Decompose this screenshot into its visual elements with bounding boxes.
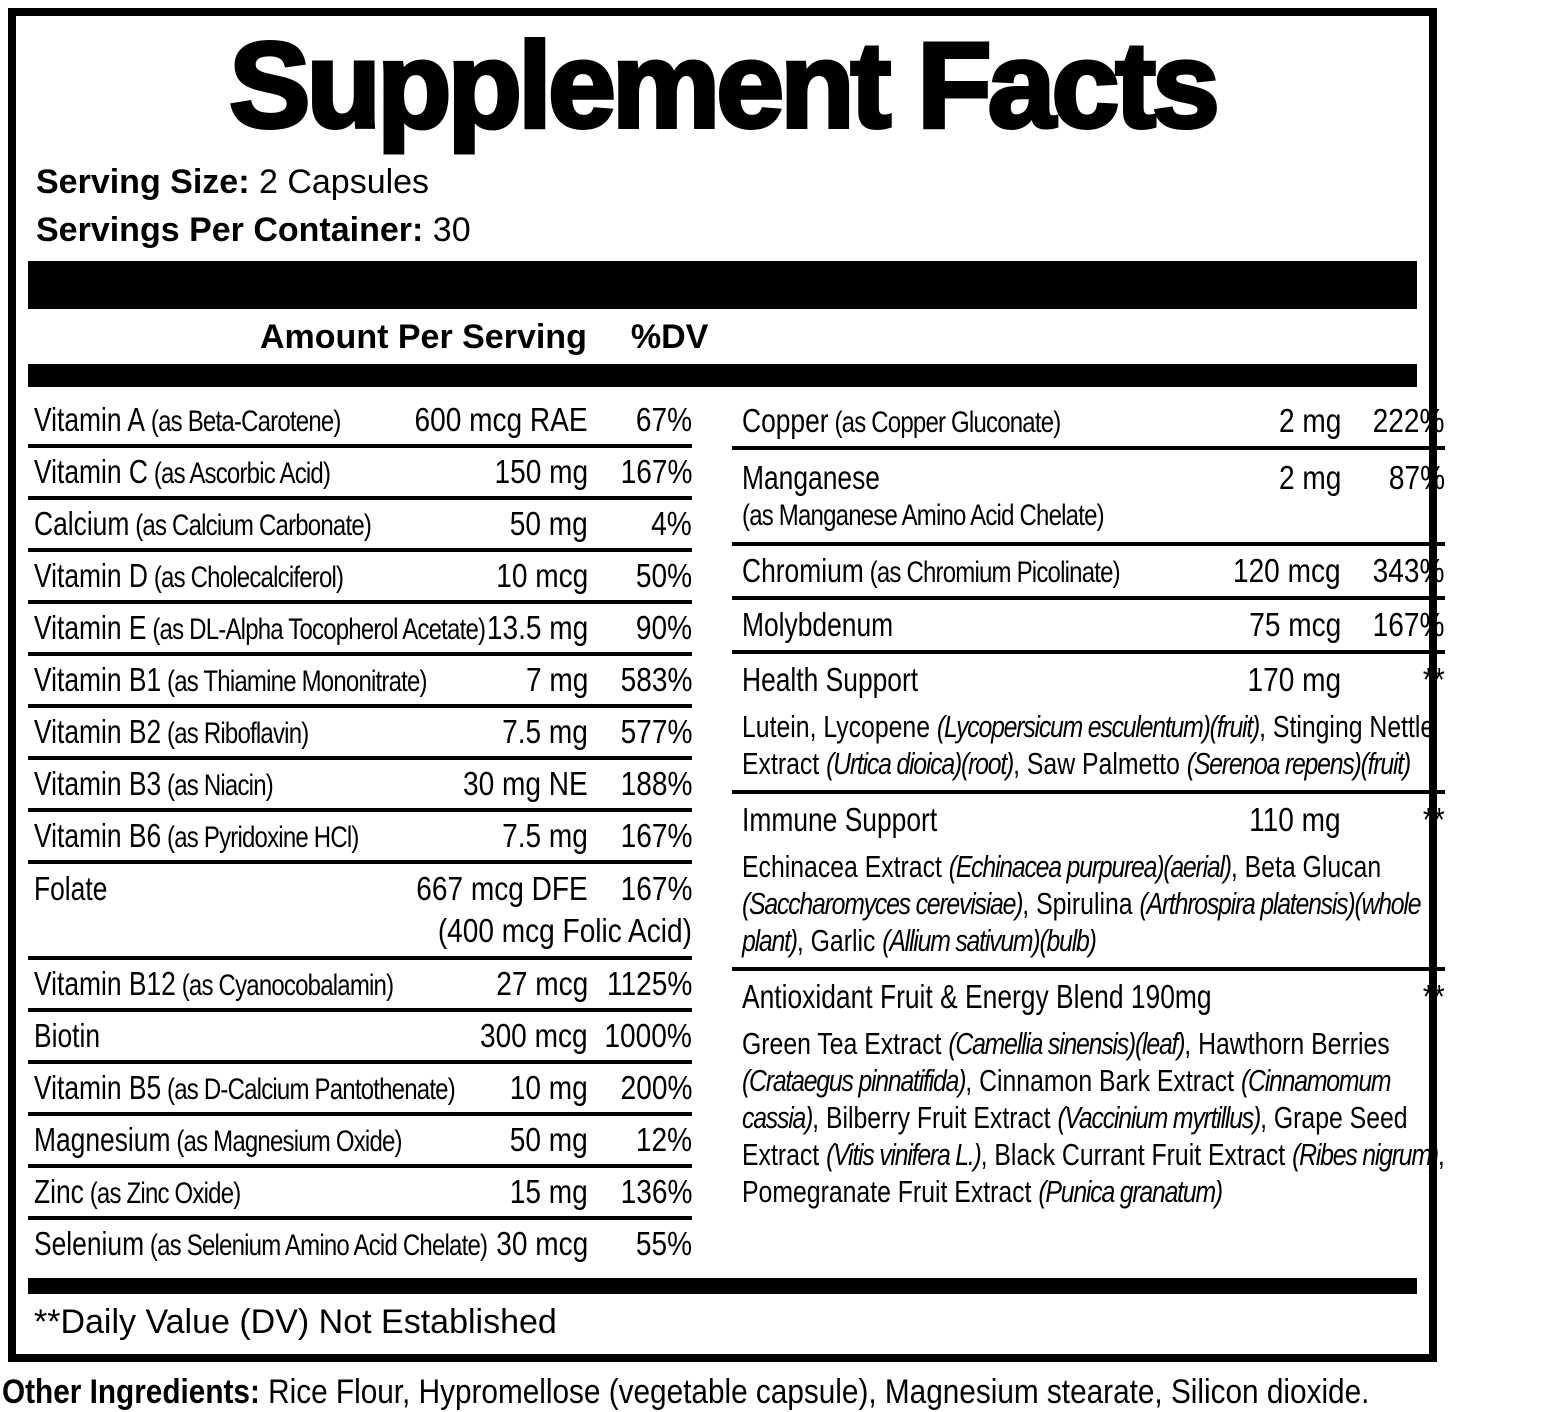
nutrient-name <box>742 459 1268 497</box>
nutrient-form: (as DL-Alpha Tocopherol Acetate) <box>146 612 486 646</box>
nutrient-dv <box>588 1121 692 1159</box>
nutrient-form: (as Magnesium Oxide) <box>170 1124 402 1158</box>
row-line-2 <box>34 912 692 950</box>
nutrient-amount-text: 75 mcg <box>1248 605 1341 643</box>
nutrient-name <box>742 801 1233 839</box>
nutrient-name <box>34 401 384 439</box>
nutrient-dv-text: ** <box>1423 660 1445 698</box>
nutrient-amount-text: 600 mcg RAE <box>414 400 588 438</box>
nutrient-amount <box>496 505 588 543</box>
label-border-box <box>8 8 1445 1362</box>
nutrient-dv-text: 577% <box>620 712 692 750</box>
nutrient-name-text: Folate <box>34 869 108 907</box>
nutrient-name-text: Selenium (as Selenium Amino Acid Chelate) <box>34 1224 488 1262</box>
latin-name-text: (Cinnamomum cassia) <box>742 1062 1391 1135</box>
nutrient-name <box>34 1121 496 1159</box>
nutrient-name <box>34 505 496 543</box>
latin-name-text: (Lycopersicum esculentum)(fruit) <box>936 708 1260 744</box>
nutrient-dv <box>588 1173 692 1211</box>
ingredient-text: , Spirulina <box>1022 885 1140 921</box>
nutrient-amount <box>384 401 588 439</box>
nutrient-name-text: Calcium (as Calcium Carbonate) <box>34 504 372 542</box>
nutrient-amount-text: 667 mcg DFE <box>416 869 588 907</box>
latin-name-text: (Crataegus pinnatifida) <box>742 1062 966 1098</box>
nutrient-dv <box>588 1069 692 1107</box>
nutrient-dv-text: 188% <box>620 764 692 802</box>
table-row <box>28 1064 692 1116</box>
nutrient-dv <box>588 609 692 647</box>
blend-header <box>742 971 1445 1023</box>
ingredient-text: , Saw Palmetto <box>1013 745 1187 781</box>
nutrient-name-text: Vitamin B12 (as Cyanocobalamin) <box>34 964 394 1002</box>
nutrient-amount-text: 10 mcg <box>496 556 588 594</box>
nutrient-dv <box>588 1017 692 1055</box>
nutrient-dv-text: 222% <box>1373 401 1445 439</box>
ingredient-text: , Cinnamon Bark Extract <box>965 1062 1241 1098</box>
latin-name-text: (Saccharomyces cerevisiae) <box>742 885 1023 921</box>
nutrient-name-text: Biotin <box>34 1016 101 1054</box>
nutrient-dv-text: 87% <box>1388 458 1445 496</box>
nutrient-name-text: Vitamin E (as DL-Alpha Tocopherol Acetate) <box>34 608 486 646</box>
nutrient-form-secondary: (as Manganese Amino Acid Chelate) <box>742 498 1104 532</box>
nutrient-name <box>34 765 441 803</box>
supplement-facts-label <box>0 8 1445 1411</box>
page-title: Supplement Facts <box>229 17 1216 153</box>
nutrient-form: (as Chromium Picolinate) <box>863 555 1120 589</box>
nutrient-name <box>742 661 1231 699</box>
nutrient-name-text: Vitamin B1 (as Thiamine Mononitrate) <box>34 660 427 698</box>
nutrient-dv-text: 50% <box>635 556 692 594</box>
nutrient-name-text: Magnesium (as Magnesium Oxide) <box>34 1120 402 1158</box>
nutrient-form: (as Beta-Carotene) <box>145 404 341 438</box>
nutrient-dv-text: 167% <box>620 816 692 854</box>
nutrient-dv <box>1341 402 1445 440</box>
ingredient-text: , Pomegranate Fruit Extract <box>742 1136 1445 1209</box>
nutrient-name-text: Copper (as Copper Gluconate) <box>742 401 1061 439</box>
blend-row <box>732 794 1445 971</box>
row-line-1 <box>34 870 692 908</box>
nutrient-dv-text: ** <box>1423 800 1445 838</box>
nutrient-amount <box>469 609 588 647</box>
nutrient-dv-text: 55% <box>635 1224 692 1262</box>
nutrient-dv-text: 90% <box>635 608 692 646</box>
table-row <box>732 396 1445 450</box>
nutrient-amount-text: 50 mg <box>510 504 588 542</box>
latin-name-text: (Camellia sinensis)(leaf) <box>948 1025 1185 1061</box>
nutrient-name <box>742 552 1214 590</box>
left-column <box>28 396 692 1268</box>
nutrient-name <box>34 453 478 491</box>
ingredient-text: Echinacea Extract <box>742 848 949 884</box>
percent-dv-header: %DV <box>630 317 709 356</box>
nutrient-amount-text: 7 mg <box>525 660 588 698</box>
nutrient-name-text: Chromium (as Chromium Picolinate) <box>742 551 1120 589</box>
nutrient-form: (as Copper Gluconate) <box>828 405 1061 439</box>
nutrient-amount-text: 2 mg <box>1278 458 1341 496</box>
nutrient-dv <box>588 965 692 1003</box>
nutrient-dv-text: 67% <box>635 400 692 438</box>
nutrient-dv <box>588 765 692 803</box>
nutrient-amount-text: 7.5 mg <box>502 712 588 750</box>
nutrient-amount <box>1268 402 1341 440</box>
other-ingredients-list: Rice Flour, Hypromellose (vegetable capsule), Magnesium stearate, Silicon dioxide. <box>259 1372 1370 1411</box>
nutrient-form: (as Calcium Carbonate) <box>129 508 372 542</box>
nutrient-dv-text: 167% <box>620 869 692 907</box>
nutrient-amount <box>496 1121 588 1159</box>
nutrient-amount-text: 170 mg <box>1247 660 1341 698</box>
table-row <box>28 708 692 760</box>
nutrient-amount-text: 10 mg <box>510 1068 588 1106</box>
blend-ingredients <box>742 848 1445 959</box>
nutrient-amount-text: 120 mcg <box>1233 551 1341 589</box>
table-header <box>260 318 1417 357</box>
nutrient-form: (as Pyridoxine HCl) <box>161 820 359 854</box>
table-row <box>28 656 692 708</box>
nutrient-dv <box>1341 978 1445 1016</box>
nutrient-dv-text: 1125% <box>606 964 692 1002</box>
nutrient-amount <box>480 557 588 595</box>
nutrient-dv <box>1341 801 1445 839</box>
nutrient-amount <box>496 1173 588 1211</box>
nutrient-dv-text: ** <box>1423 977 1445 1015</box>
nutrient-dv <box>1341 606 1445 644</box>
table-row <box>28 448 692 500</box>
nutrient-name <box>34 1173 496 1211</box>
nutrient-name <box>34 870 386 908</box>
nutrient-name-text: Vitamin D (as Cholecalciferol) <box>34 556 344 594</box>
nutrient-form: (as Cholecalciferol) <box>147 560 344 594</box>
blend-ingredients <box>742 1025 1445 1210</box>
latin-name-text: (Vaccinium myrtillus) <box>1057 1099 1261 1135</box>
blend-row <box>732 654 1445 794</box>
serving-size-label: Serving Size: <box>36 162 250 201</box>
servings-per-container-value: 30 <box>423 210 471 249</box>
nutrient-amount-secondary: (400 mcg Folic Acid) <box>437 911 692 949</box>
servings-per-container-label: Servings Per Container: <box>36 210 424 249</box>
nutrient-dv <box>588 817 692 855</box>
nutrient-amount <box>1214 552 1341 590</box>
nutrient-amount-text: 15 mg <box>510 1172 588 1210</box>
nutrient-name-text: Vitamin B6 (as Pyridoxine HCl) <box>34 816 359 854</box>
nutrient-amount-text: 150 mg <box>494 452 588 490</box>
nutrient-name-text: Manganese <box>742 458 880 496</box>
nutrient-form: (as Zinc Oxide) <box>83 1176 241 1210</box>
other-ingredients-label: Other Ingredients: <box>2 1372 260 1411</box>
table-row <box>28 1012 692 1064</box>
nutrient-dv <box>588 870 692 908</box>
nutrient-table <box>28 396 1445 1268</box>
nutrient-amount <box>1233 801 1341 839</box>
nutrient-amount <box>1233 606 1341 644</box>
nutrient-name <box>34 1224 488 1263</box>
ingredient-text: Green Tea Extract <box>742 1025 949 1061</box>
nutrient-name-text: Vitamin B5 (as D-Calcium Pantothenate) <box>34 1068 455 1106</box>
nutrient-name <box>742 402 1268 440</box>
nutrient-dv <box>588 1225 692 1263</box>
nutrient-amount <box>461 1017 588 1055</box>
nutrient-name <box>34 1017 461 1055</box>
nutrient-name-text: Immune Support <box>742 800 938 838</box>
latin-name-text: (Allium sativum)(bulb) <box>882 922 1096 958</box>
nutrient-dv <box>1341 661 1445 699</box>
latin-name-text: (Punica granatum) <box>1038 1173 1222 1209</box>
ingredient-text: , Beta Glucan <box>1230 848 1382 884</box>
nutrient-amount <box>386 870 588 908</box>
nutrient-name <box>34 608 486 647</box>
table-row <box>28 396 692 448</box>
blend-header <box>742 794 1445 846</box>
ingredient-text: , Stinging Nettle Extract <box>742 708 1435 781</box>
nutrient-amount <box>487 713 588 751</box>
nutrient-dv <box>588 557 692 595</box>
nutrient-dv <box>588 453 692 491</box>
ingredient-text: , Garlic <box>796 922 883 958</box>
nutrient-dv-text: 136% <box>620 1172 692 1210</box>
ingredient-text: Lutein, Lycopene <box>742 708 937 744</box>
nutrient-amount-text: 110 mg <box>1249 800 1341 838</box>
nutrient-dv <box>588 505 692 543</box>
nutrient-dv <box>1341 459 1445 497</box>
table-row <box>28 960 692 1012</box>
nutrient-amount-text: 13.5 mg <box>486 608 588 646</box>
nutrient-amount-text: 27 mcg <box>496 964 588 1002</box>
nutrient-dv-text: 167% <box>620 452 692 490</box>
nutrient-name <box>742 978 1341 1016</box>
nutrient-amount-text: 7.5 mg <box>502 816 588 854</box>
nutrient-amount <box>441 765 588 803</box>
nutrient-form: (as D-Calcium Pantothenate) <box>161 1072 455 1106</box>
nutrient-amount <box>515 661 588 699</box>
nutrient-amount-text: 300 mcg <box>480 1016 588 1054</box>
latin-name-text: (Ribes nigrum) <box>1292 1136 1438 1172</box>
nutrient-amount-text: 30 mcg <box>496 1224 588 1262</box>
nutrient-name-text: Zinc (as Zinc Oxide) <box>34 1172 241 1210</box>
nutrient-amount-text: 50 mg <box>510 1120 588 1158</box>
nutrient-dv-text: 12% <box>635 1120 692 1158</box>
latin-name-text: (Urtica dioica)(root) <box>826 745 1014 781</box>
nutrient-amount <box>496 1069 588 1107</box>
ingredient-text: , Bilberry Fruit Extract <box>812 1099 1058 1135</box>
nutrient-name-text: Antioxidant Fruit & Energy Blend 190mg <box>742 977 1212 1015</box>
nutrient-amount <box>478 453 588 491</box>
nutrient-amount-text: 2 mg <box>1278 401 1341 439</box>
table-row <box>28 812 692 864</box>
row-line-2 <box>742 499 1445 533</box>
table-row <box>28 760 692 812</box>
latin-name-text: (Vitis vinifera L.) <box>826 1136 981 1172</box>
latin-name-text: (Serenoa repens)(fruit) <box>1186 745 1411 781</box>
nutrient-dv <box>588 661 692 699</box>
nutrient-form: (as Thiamine Mononitrate) <box>161 664 427 698</box>
latin-name-text: (Arthrospira platensis)(whole plant) <box>742 885 1421 958</box>
separator-bar-medium <box>28 364 1417 387</box>
nutrient-dv-text: 4% <box>651 504 692 542</box>
nutrient-amount-text: 30 mg NE <box>463 764 588 802</box>
nutrient-name-text: Health Support <box>742 660 919 698</box>
separator-bar-bottom <box>28 1278 1417 1294</box>
ingredient-text: , Grape Seed Extract <box>742 1099 1408 1172</box>
nutrient-form: (as Ascorbic Acid) <box>147 456 331 490</box>
other-ingredients-text <box>2 1373 1369 1412</box>
table-row <box>28 864 692 960</box>
nutrient-name <box>34 661 515 699</box>
nutrient-name <box>34 817 487 855</box>
nutrient-amount <box>480 1225 588 1263</box>
nutrient-name <box>34 965 480 1003</box>
nutrient-form: (as Riboflavin) <box>161 716 309 750</box>
other-ingredients-line <box>2 1373 1445 1412</box>
nutrient-dv-text: 167% <box>1373 605 1445 643</box>
row-line-1 <box>742 459 1445 497</box>
nutrient-name <box>34 1069 496 1107</box>
table-row <box>28 1220 692 1268</box>
table-row <box>732 546 1445 600</box>
nutrient-name <box>34 713 487 751</box>
table-row <box>732 450 1445 546</box>
blend-ingredients <box>742 708 1445 782</box>
nutrient-name-text: Vitamin B3 (as Niacin) <box>34 764 273 802</box>
table-row <box>28 604 692 656</box>
table-row <box>28 552 692 604</box>
serving-info <box>36 158 1417 254</box>
nutrient-name-text: Vitamin C (as Ascorbic Acid) <box>34 452 331 490</box>
separator-bar-thick <box>28 261 1417 309</box>
table-row <box>28 500 692 552</box>
nutrient-dv-text: 200% <box>620 1068 692 1106</box>
nutrient-name-text: Vitamin A (as Beta-Carotene) <box>34 400 341 438</box>
ingredient-text: , Black Currant Fruit Extract <box>980 1136 1293 1172</box>
nutrient-dv-text: 1000% <box>604 1016 692 1054</box>
blend-header <box>742 654 1445 706</box>
blend-row <box>732 971 1445 1218</box>
table-row <box>28 1116 692 1168</box>
right-column <box>732 396 1445 1268</box>
latin-name-text: (Echinacea purpurea)(aerial) <box>948 848 1231 884</box>
nutrient-amount <box>480 965 588 1003</box>
servings-per-container-line <box>36 206 1417 254</box>
ingredient-text: , Hawthorn Berries <box>1184 1025 1390 1061</box>
nutrient-dv <box>1341 552 1445 590</box>
nutrient-dv <box>588 401 692 439</box>
serving-size-value: 2 Capsules <box>249 162 430 201</box>
nutrient-name <box>742 606 1233 644</box>
nutrient-form: (as Niacin) <box>161 768 273 802</box>
nutrient-name-text: Molybdenum <box>742 605 894 643</box>
nutrient-dv-text: 583% <box>620 660 692 698</box>
nutrient-dv-text: 343% <box>1373 551 1445 589</box>
nutrient-form: (as Cyanocobalamin) <box>175 968 394 1002</box>
nutrient-dv <box>588 713 692 751</box>
nutrient-form: (as Selenium Amino Acid Chelate) <box>144 1228 488 1262</box>
amount-per-serving-header: Amount Per Serving <box>260 317 587 356</box>
nutrient-amount <box>487 817 588 855</box>
nutrient-name-text: Vitamin B2 (as Riboflavin) <box>34 712 309 750</box>
daily-value-footnote: **Daily Value (DV) Not Established <box>34 1302 557 1341</box>
nutrient-amount <box>1268 459 1341 497</box>
nutrient-amount <box>1231 661 1341 699</box>
table-row <box>28 1168 692 1220</box>
serving-size-line <box>36 158 1417 206</box>
table-row <box>732 600 1445 654</box>
nutrient-name <box>34 557 480 595</box>
